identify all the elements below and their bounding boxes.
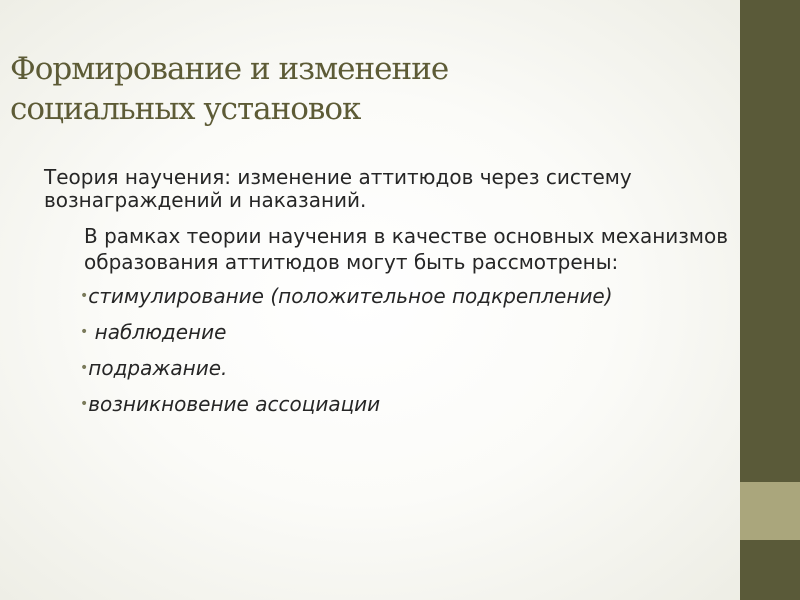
list-item-text: возникновение ассоциации (88, 392, 381, 416)
bullet-icon: • (80, 360, 89, 376)
list-item-text: наблюдение (88, 320, 227, 344)
bullet-icon: • (80, 396, 89, 412)
paragraph-text: В рамках теории научения в качестве основных механизмов образования аттитюдов могут быть рассмотрены: (84, 224, 729, 274)
sidebar-accent-block (740, 482, 800, 540)
list-item (80, 319, 680, 345)
list-item (80, 283, 680, 309)
list-item (80, 391, 680, 417)
list-item (80, 355, 680, 381)
sidebar-decoration (740, 0, 800, 600)
sidebar-dark-bottom (740, 540, 800, 600)
list-item-text: подражание. (88, 356, 228, 380)
bullet-icon: • (80, 324, 89, 340)
lead-text: Теория научения: изменение аттитюдов через систему вознаграждений и наказаний. (44, 165, 632, 212)
list-item-text: стимулирование (положительное подкрепление) (88, 284, 613, 308)
slide-title-line-2: социальных установок (10, 91, 361, 127)
bullet-icon: • (80, 288, 89, 304)
slide-body (44, 166, 734, 427)
sidebar-dark-bar (740, 0, 800, 482)
bullet-list (80, 283, 680, 417)
slide-title (10, 49, 710, 129)
slide-title-line-1: Формирование и изменение (10, 51, 449, 87)
